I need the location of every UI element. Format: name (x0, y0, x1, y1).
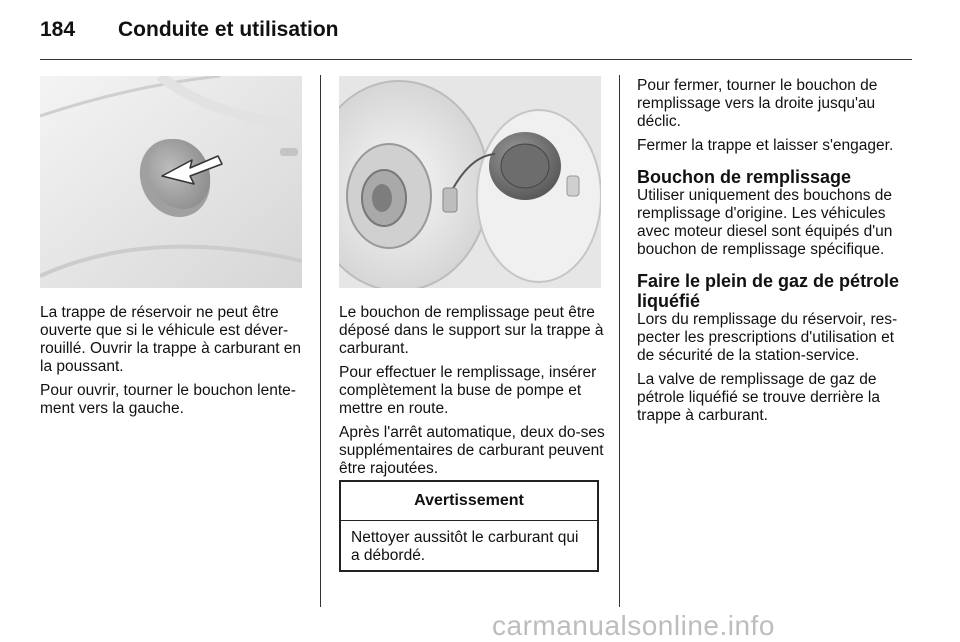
heading-fuel-cap: Bouchon de remplissage (637, 167, 852, 187)
page-header (40, 18, 339, 42)
col3-paragraph-2: Fermer la trappe et laisser s'engager. (637, 137, 894, 154)
col2-paragraph-2: Pour effectuer le remplissage, insérer complètement la buse de pompe et mettre en route. (339, 364, 597, 417)
column-1 (40, 304, 306, 424)
col3-paragraph-3: Utiliser uniquement des bouchons de remplissage d'origine. Les véhicules avec moteur diesel sont équipés d'un bouchon de remplissage spécifique. (637, 187, 893, 258)
page-title: Conduite et utilisation (118, 18, 339, 41)
page-number: 184 (40, 18, 76, 41)
fuel-cap-illustration (339, 76, 601, 288)
col1-paragraph-2: Pour ouvrir, tourner le bouchon lente-ment vers la gauche. (40, 382, 296, 417)
site-watermark: carmanualsonline.info (492, 610, 775, 641)
warning-title: Avertissement (341, 482, 597, 521)
col2-paragraph-1: Le bouchon de remplissage peut être déposé dans le support sur la trappe à carburant. (339, 304, 604, 357)
col3-paragraph-1: Pour fermer, tourner le bouchon de remplissage vers la droite jusqu'au déclic. (637, 77, 878, 130)
warning-text: Nettoyer aussitôt le carburant qui a débordé. (351, 529, 579, 564)
col3-paragraph-5: La valve de remplissage de gaz de pétrole liquéfié se trouve derrière la trappe à carburant. (637, 371, 880, 424)
heading-lpg-refuel: Faire le plein de gaz de pétrole liquéfié (637, 271, 900, 311)
col1-paragraph-1: La trappe de réservoir ne peut être ouverte que si le véhicule est déver-rouillé. Ouvrir la trappe à carburant en la poussant. (40, 304, 302, 375)
column-divider-1 (320, 75, 321, 607)
col2-paragraph-3: Après l'arrêt automatique, deux do-ses supplémentaires de carburant peuvent être rajoutées. (339, 424, 605, 477)
column-divider-2 (619, 75, 620, 607)
col3-paragraph-4: Lors du remplissage du réservoir, res-pecter les prescriptions d'utilisation et de sécurité de la station-service. (637, 311, 898, 364)
header-rule (40, 59, 912, 60)
fuel-flap-illustration (40, 76, 302, 288)
warning-box (339, 480, 599, 572)
column-3 (637, 77, 903, 431)
column-2 (339, 304, 605, 484)
